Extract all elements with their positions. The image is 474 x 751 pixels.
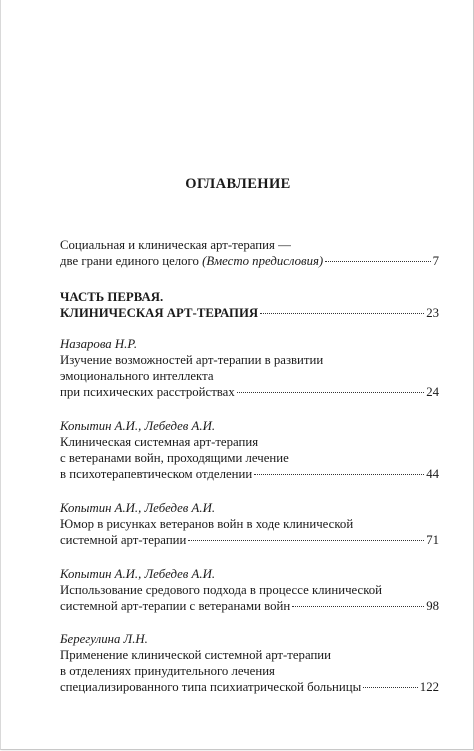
toc-entry-last-line (60, 253, 439, 269)
toc-entry-line: при психических расстройствах (60, 385, 235, 399)
toc-entry-line: специализированного типа психиатрической больницы (60, 680, 362, 694)
toc-entry-note: (Вместо предисловия) (202, 254, 324, 268)
leader-dots (325, 261, 430, 262)
toc-entry-author: Копытин А.И., Лебедев А.И. (60, 501, 216, 515)
toc-entry-line: с ветеранами войн, проходящими лечение (60, 451, 289, 465)
leader-dots (237, 392, 424, 393)
toc-entry-author: Назарова Н.Р. (60, 337, 138, 351)
toc-entry-line: системной арт-терапии с ветеранами войн (60, 599, 291, 613)
toc-part-line: ЧАСТЬ ПЕРВАЯ. (60, 290, 164, 304)
toc-entry-last-line (60, 598, 439, 614)
toc-entry-line: Социальная и клиническая арт-терапия — (60, 238, 291, 252)
toc-entry-last-line (60, 679, 439, 695)
toc-entry-kopytin-1[interactable] (60, 418, 439, 482)
toc-entry-line: в отделениях принудительного лечения (60, 664, 275, 678)
toc-entry-line: Юмор в рисунках ветеранов войн в ходе клинической (60, 517, 354, 531)
toc-page-number: 122 (419, 680, 439, 694)
toc-entry-line: системной арт-терапии (60, 533, 187, 547)
toc-entry-line: Изучение возможностей арт-терапии в развитии (60, 353, 324, 367)
leader-dots (260, 313, 424, 314)
leader-dots (363, 687, 418, 688)
toc-entry-last-line (60, 384, 439, 400)
toc-entry-part-one[interactable] (60, 289, 439, 321)
toc-page-number: 23 (426, 306, 439, 320)
toc-entry-line: эмоционального интеллекта (60, 369, 214, 383)
toc-page-number: 7 (432, 254, 439, 268)
toc-entry-kopytin-3[interactable] (60, 566, 439, 614)
toc-entry-line: Применение клинической системной арт-терапии (60, 648, 332, 662)
toc-part-line: КЛИНИЧЕСКАЯ АРТ-ТЕРАПИЯ (60, 306, 259, 320)
toc-entry-line: две грани единого целого (60, 254, 199, 268)
toc-entry-line: Использование средового подхода в процессе клинической (60, 583, 383, 597)
toc-entry-last-line (60, 532, 439, 548)
toc-entry-beregulina[interactable] (60, 631, 439, 695)
toc-entry-line: в психотерапевтическом отделении (60, 467, 253, 481)
toc-entry-author: Копытин А.И., Лебедев А.И. (60, 419, 216, 433)
toc-entry-foreword[interactable] (60, 237, 439, 269)
toc-entry-last-line (60, 466, 439, 482)
toc-entry-nazarova[interactable] (60, 336, 439, 400)
toc-entry-last-line (60, 305, 439, 321)
toc-entry-author: Берегулина Л.Н. (60, 632, 148, 646)
toc-page-number: 71 (426, 533, 439, 547)
toc-page-number: 44 (426, 467, 439, 481)
leader-dots (292, 606, 424, 607)
leader-dots (188, 540, 424, 541)
toc-entry-author: Копытин А.И., Лебедев А.И. (60, 567, 216, 581)
toc-page-number: 98 (426, 599, 439, 613)
leader-dots (254, 474, 424, 475)
toc-heading: ОГЛАВЛЕНИЕ (185, 176, 291, 192)
toc-entry-kopytin-2[interactable] (60, 500, 439, 548)
toc-entry-line: Клиническая системная арт-терапия (60, 435, 259, 449)
toc-page-number: 24 (426, 385, 439, 399)
